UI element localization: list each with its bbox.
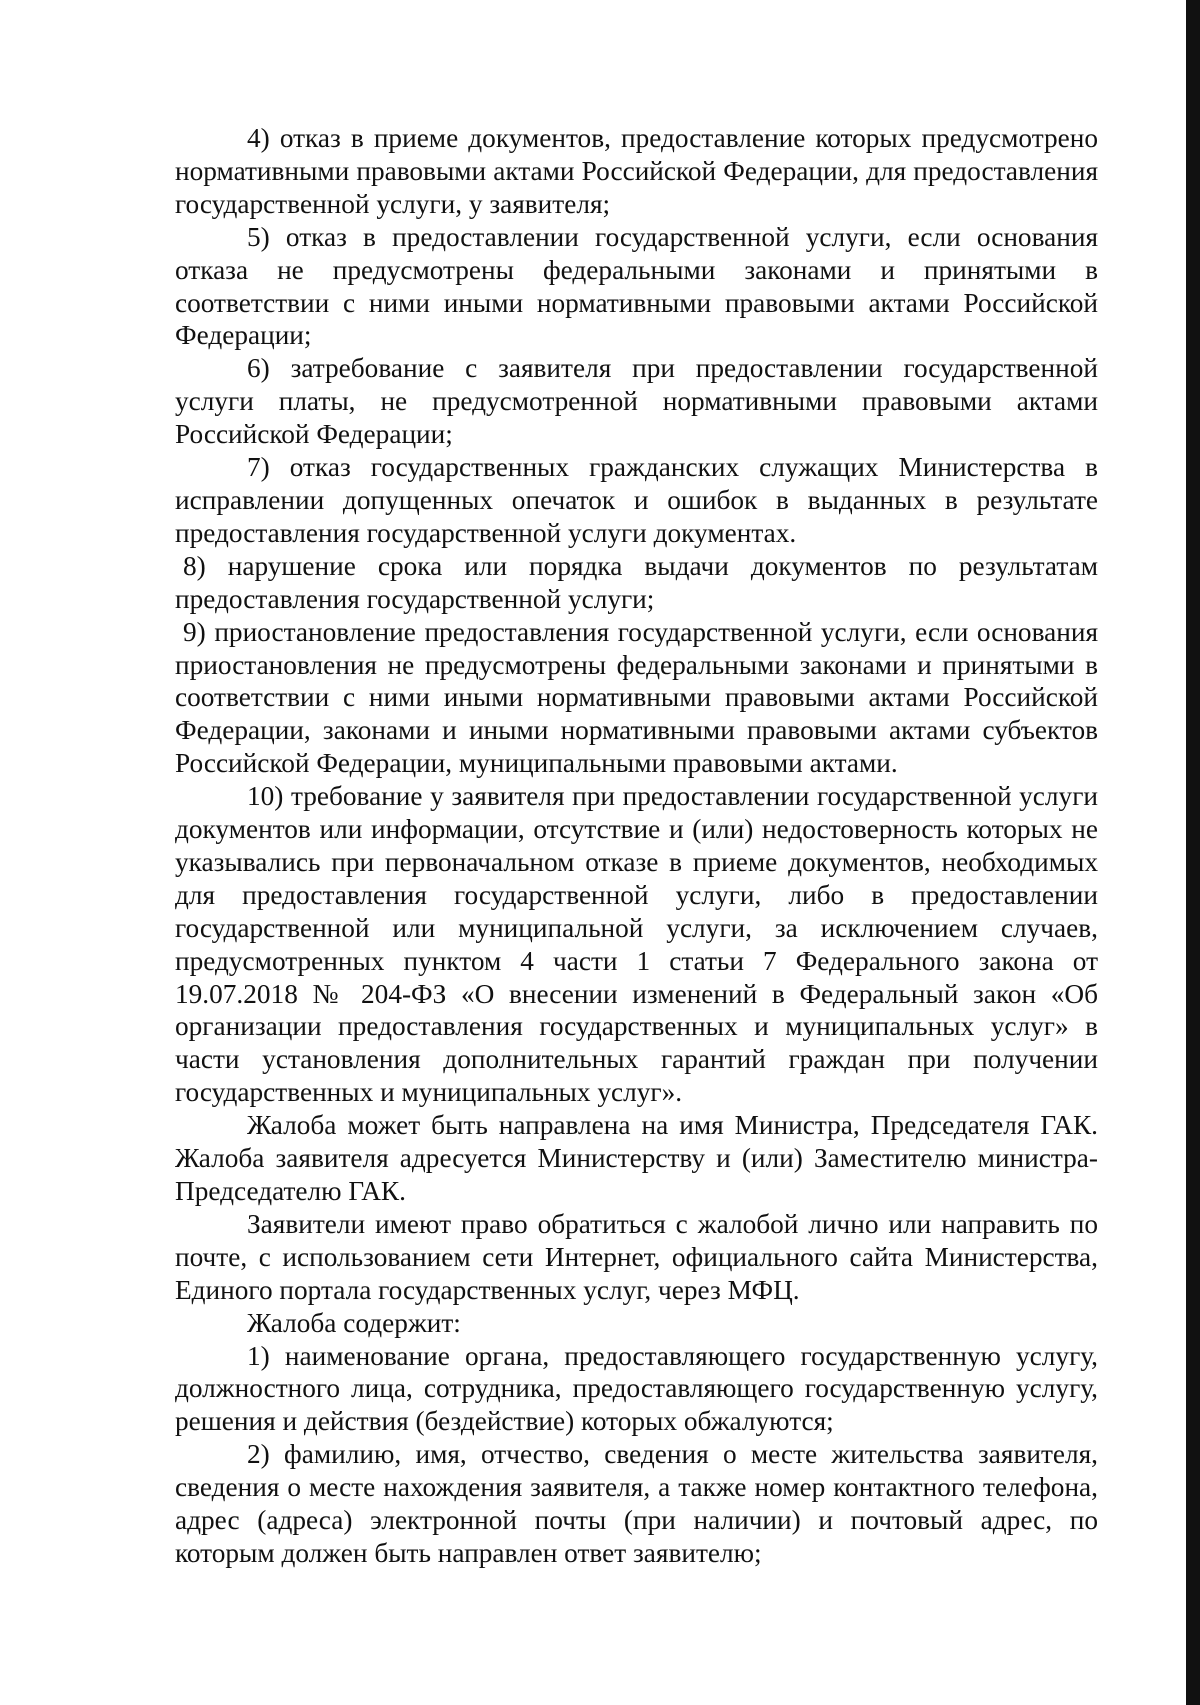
paragraph-item-5: 5) отказ в предоставлении государственной услуги, если основания отказа не предусмотрены федеральными законами и принятыми в соответствии с ними иными нормативными правовыми актами Российской Федерации; [175,221,1098,351]
paragraph-item-8: 8) нарушение срока или порядка выдачи документов по результатам предоставления государственной услуги; [175,550,1098,614]
paragraph-complaint-channels: Заявители имеют право обратиться с жалобой лично или направить по почте, с использованием сети Интернет, официального сайта Министерства, Единого портала государственных услуг, через МФЦ. [175,1208,1098,1305]
paragraph-item-9: 9) приостановление предоставления государственной услуги, если основания приостановления не предусмотрены федеральными законами и принятыми в соответствии с ними иными нормативными правовыми актами Российской Федерации, законами и иными нормативными правовыми актами субъектов Российской Федерации, муниципальными правовыми актами. [175,616,1098,779]
paragraph-contents-item-2: 2) фамилию, имя, отчество, сведения о месте жительства заявителя, сведения о месте нахождения заявителя, а также номер контактного телефона, адрес (адреса) электронной почты (при наличии) и почтовый адрес, по которым должен быть направлен ответ заявителю; [175,1439,1098,1568]
paragraph-item-6: 6) затребование с заявителя при предоставлении государственной услуги платы, не предусмотренной нормативными правовыми актами Российской Федерации; [175,353,1098,450]
document-body [175,122,1098,1570]
paragraph-complaint-contents-heading: Жалоба содержит: [247,1307,461,1338]
scan-edge-shadow [1186,0,1200,1705]
paragraph-complaint-addressee: Жалоба может быть направлена на имя Министра, Председателя ГАК. Жалоба заявителя адресуется Министерству и (или) Заместителю министра-Председателю ГАК. [175,1110,1098,1206]
paragraph-item-4: 4) отказ в приеме документов, предоставление которых предусмотрено нормативными правовыми актами Российской Федерации, для предоставления государственной услуги, у заявителя; [175,123,1098,219]
paragraph-item-7: 7) отказ государственных гражданских служащих Министерства в исправлении допущенных опечаток и ошибок в выданных в результате предоставления государственной услуги документах. [175,452,1098,548]
paragraph-contents-item-1: 1) наименование органа, предоставляющего государственную услугу, должностного лица, сотрудника, предоставляющего государственную услугу, решения и действия (бездействие) которых обжалуются; [175,1340,1098,1437]
paragraph-item-10: 10) требование у заявителя при предоставлении государственной услуги документов или информации, отсутствие и (или) недостоверность которых не указывались при первоначальном отказе в приеме документов, необходимых для предоставления государственной услуги, либо в предоставлении государственной или муниципальной услуги, за исключением случаев, предусмотренных пунктом 4 части 1 статьи 7 Федерального закона от 19.07.2018 № 204-ФЗ «О внесении изменений в Федеральный закон «Об организации предоставления государственных и муниципальных услуг» в части установления дополнительных гарантий граждан при получении государственных и муниципальных услуг». [175,781,1098,1108]
